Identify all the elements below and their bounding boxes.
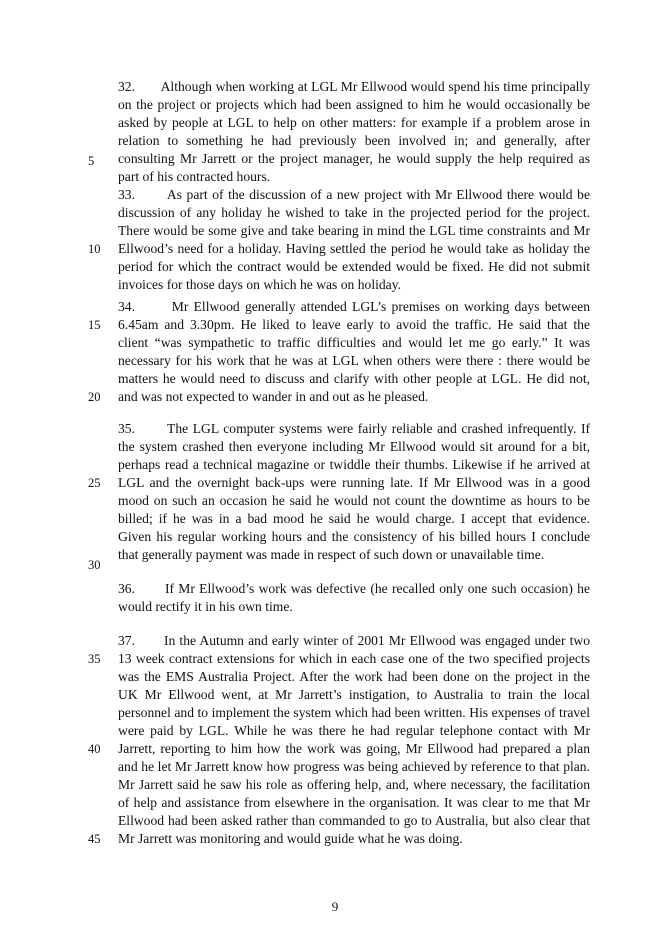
line-number: 5 xyxy=(88,154,95,168)
line-number: 35 xyxy=(88,652,101,666)
para-33-line-5: period for which the contract would be extended would be fixed. He did not submit xyxy=(118,259,590,274)
line-number: 30 xyxy=(88,558,101,572)
para-35-line-2: the system crashed then everyone including Mr Ellwood would sit around for a bit, xyxy=(118,439,590,454)
para-37-line-10: of help and assistance from elsewhere in the organisation. It was clear to me that Mr xyxy=(118,795,590,810)
para-33-line-1: 33. As part of the discussion of a new project with Mr Ellwood there would be xyxy=(118,187,590,202)
para-33-line-4: Ellwood’s need for a holiday. Having settled the period he would take as holiday the xyxy=(118,241,590,256)
para-34-line-5: matters he would need to discuss and clarify with other people at LGL. He did not, xyxy=(118,371,590,386)
para-35-line-4: LGL and the overnight back-ups were running late. If Mr Ellwood was in a good xyxy=(118,475,590,490)
page-number: 9 xyxy=(331,899,339,914)
para-36-line-2: would rectify it in his own time. xyxy=(118,599,293,614)
para-32-line-4: relation to something he had previously been involved in; and generally, after xyxy=(118,133,590,148)
para-37-line-5: personnel and to implement the system which had been written. His expenses of travel xyxy=(118,705,590,720)
para-32-line-1: 32. Although when working at LGL Mr Ellwood would spend his time principally xyxy=(118,79,590,94)
para-37-line-4: UK Mr Ellwood went, at Mr Jarrett’s instigation, to Australia to train the local xyxy=(118,687,590,702)
line-number: 25 xyxy=(88,476,101,490)
para-35-line-7: Given his regular working hours and the consistency of his billed hours I conclude xyxy=(118,529,590,544)
para-35-line-6: billed; if he was in a bad mood he said he would charge. I accept that evidence. xyxy=(118,511,590,526)
line-number: 45 xyxy=(88,832,101,846)
para-33-line-2: discussion of any holiday he wished to take in the projected period for the project. xyxy=(118,205,590,220)
para-37-line-2: 13 week contract extensions for which in each case one of the two specified projects xyxy=(118,651,590,666)
para-34-line-3: client “was sympathetic to traffic difficulties and would let me go early.” It was xyxy=(118,335,590,350)
para-32-line-6: part of his contracted hours. xyxy=(118,169,271,184)
para-37-line-1: 37. In the Autumn and early winter of 2001 Mr Ellwood was engaged under two xyxy=(118,633,590,648)
para-34-line-2: 6.45am and 3.30pm. He liked to leave early to avoid the traffic. He said that the xyxy=(118,317,590,332)
para-37-line-11: Ellwood had been asked rather than commanded to go to Australia, but also clear that xyxy=(118,813,590,828)
para-32-line-5: consulting Mr Jarrett or the project manager, he would supply the help required as xyxy=(118,151,590,166)
para-35-line-5: mood on such an occasion he said he would not count the downtime as hours to be xyxy=(118,493,590,508)
para-35-line-8: that generally payment was made in respect of such down or unavailable time. xyxy=(118,547,545,562)
para-37-line-3: was the EMS Australia Project. After the work had been done on the project in the xyxy=(118,669,590,684)
para-35-line-1: 35. The LGL computer systems were fairly reliable and crashed infrequently. If xyxy=(118,421,590,436)
para-37-line-9: Mr Jarrett said he saw his role as offering help, and, where necessary, the facilitation xyxy=(118,777,590,792)
para-32-line-2: on the project or projects which had been assigned to him he would occasionally be xyxy=(118,97,590,112)
para-33-line-6: invoices for those days on which he was on holiday. xyxy=(118,277,402,292)
para-34-line-6: and was not expected to wander in and out as he pleased. xyxy=(118,389,429,404)
line-number: 15 xyxy=(88,318,101,332)
para-33-line-3: There would be some give and take bearing in mind the LGL time constraints and Mr xyxy=(118,223,590,238)
para-37-line-8: and he let Mr Jarrett know how progress was being achieved by reference to that plan. xyxy=(118,759,590,774)
line-number: 10 xyxy=(88,242,101,256)
para-32-line-3: asked by people at LGL to help on other matters: for example if a problem arose in xyxy=(118,115,590,130)
para-37-line-7: Jarrett, reporting to him how the work was going, Mr Ellwood had prepared a plan xyxy=(118,741,590,756)
para-36-line-1: 36. If Mr Ellwood’s work was defective (he recalled only one such occasion) he xyxy=(118,581,590,596)
para-37-line-12: Mr Jarrett was monitoring and would guide what he was doing. xyxy=(118,831,463,846)
para-35-line-3: perhaps read a technical magazine or twiddle their thumbs. Likewise if he arrived at xyxy=(118,457,590,472)
line-number: 40 xyxy=(88,742,101,756)
line-number: 20 xyxy=(88,390,101,404)
para-34-line-1: 34. Mr Ellwood generally attended LGL’s premises on working days between xyxy=(118,299,590,314)
para-34-line-4: necessary for his work that he was at LGL when others were there : there would be xyxy=(118,353,590,368)
para-37-line-6: were paid by LGL. While he was there he had regular telephone contact with Mr xyxy=(118,723,590,738)
